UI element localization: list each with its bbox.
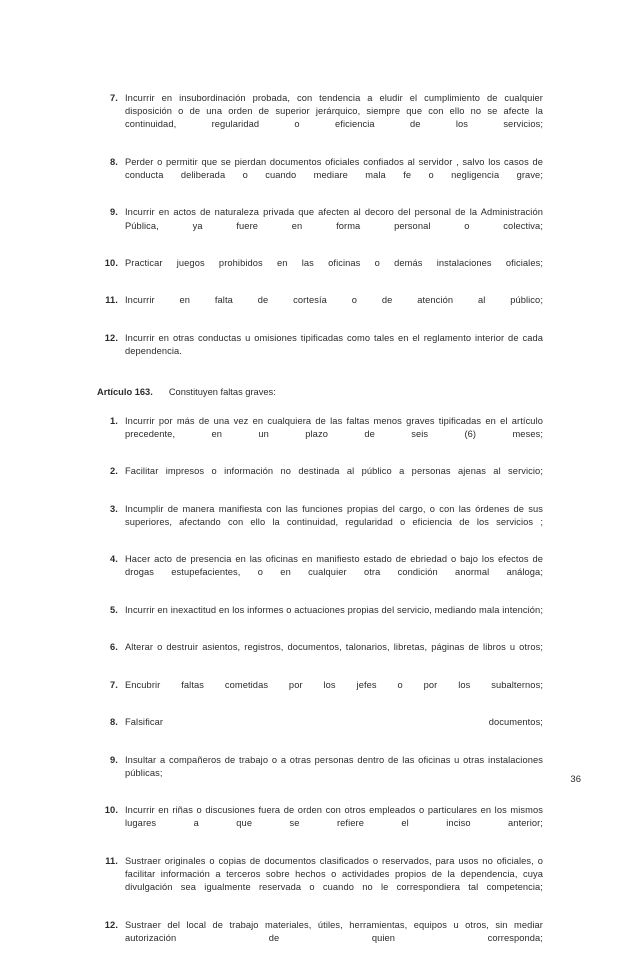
list-item-text: Incurrir en riñas o discusiones fuera de orden con otros empleados o particulares en los mismos lugares a que se refiere el inciso anterior; [125, 805, 543, 829]
list-item-number: 11. [105, 855, 118, 866]
list-item-number: 3. [110, 503, 118, 514]
page-number: 36 [570, 774, 581, 785]
list-item-text: Incurrir por más de una vez en cualquiera de las faltas menos graves tipificadas en el artículo precedente, en un plazo de seis (6) meses; [125, 415, 543, 439]
list-item-text: Incurrir en insubordinación probada, con tendencia a eludir el cumplimiento de cualquier disposición o de una orden de superior jerárquico, siempre que con ello no se afecte la continuidad, regularidad o eficiencia de los servicios; [125, 93, 543, 130]
list-item-number: 1. [110, 415, 118, 426]
list-item-number: 10. [104, 258, 118, 269]
list-item [97, 641, 543, 667]
list-item-number: 9. [110, 207, 118, 218]
list-item-number: 2. [110, 466, 118, 477]
article-heading [97, 386, 543, 399]
list-item-number: 7. [110, 679, 118, 690]
list-item-number: 9. [110, 754, 118, 765]
list-item [97, 754, 543, 794]
list-item [97, 679, 543, 705]
list-item-text: Alterar o destruir asientos, registros, documentos, talonarios, libretas, páginas de libros u otros; [125, 642, 543, 653]
list-item-number: 6. [110, 642, 118, 653]
list-faltas-graves [97, 415, 543, 958]
list-item-text: Falsificar documentos; [125, 717, 543, 728]
list-item [97, 415, 543, 455]
list-item [97, 332, 543, 372]
list-item-text: Perder o permitir que se pierdan documentos oficiales confiados al servidor , salvo los casos de conducta deliberada o cuando mediare mala fe o negligencia grave; [125, 156, 543, 181]
list-item-text: Incurrir en otras conductas u omisiones tipificadas como tales en el reglamento interior de cada dependencia. [125, 332, 543, 357]
list-item-text: Practicar juegos prohibidos en las oficinas o demás instalaciones oficiales; [125, 258, 543, 269]
list-faltas-menos-graves [97, 92, 543, 371]
spacer-before-article [97, 371, 543, 386]
article-title: Constituyen faltas graves: [168, 387, 276, 398]
list-item-number: 8. [110, 156, 118, 167]
list-item-text: Incurrir en inexactitud en los informes o actuaciones propias del servicio, mediando mala intención; [125, 604, 543, 615]
page-content [97, 92, 543, 958]
list-item-text: Facilitar impresos o información no destinada al público a personas ajenas al servicio; [125, 466, 543, 477]
list-item-number: 12. [104, 919, 118, 930]
list-item [97, 465, 543, 491]
list-item-number: 8. [110, 717, 118, 728]
list-item [97, 804, 543, 844]
list-item [97, 206, 543, 246]
list-item-text: Incurrir en falta de cortesía o de atención al público; [125, 295, 543, 306]
list-item [97, 156, 543, 196]
list-item [97, 553, 543, 593]
article-label: Artículo 163. [97, 387, 153, 398]
list-item-text: Sustraer originales o copias de documentos clasificados o reservados, para usos no oficiales, o facilitar información a terceros sobre hechos o actividades propios de la dependencia, cuya divulgación sea igualmente reservada o cuando no le correspondiera tal competencia; [125, 855, 543, 893]
list-item-number: 7. [110, 93, 118, 103]
list-item-text: Encubrir faltas cometidas por los jefes o por los subalternos; [125, 679, 543, 690]
list-item [97, 92, 543, 145]
list-item-text: Sustraer del local de trabajo materiales, útiles, herramientas, equipos u otros, sin mediar autorización de quien corresponda; [125, 919, 543, 943]
list-item [97, 919, 543, 958]
list-item-number: 12. [104, 332, 118, 343]
list-item-text: Incurrir en actos de naturaleza privada que afecten al decoro del personal de la Administración Pública, ya fuere en forma personal o colectiva; [125, 207, 543, 231]
list-item-number: 5. [110, 604, 118, 615]
list-item-number: 11. [105, 295, 118, 306]
list-item-number: 10. [104, 805, 118, 816]
spacer-after-article [97, 400, 543, 415]
list-item [97, 716, 543, 742]
list-item [97, 257, 543, 283]
list-item [97, 294, 543, 320]
list-item [97, 503, 543, 543]
list-item-text: Incumplir de manera manifiesta con las funciones propias del cargo, o con las órdenes de sus superiores, afectando con ello la continuidad, regularidad o eficiencia de los servicios ; [125, 503, 543, 527]
list-item-text: Insultar a compañeros de trabajo o a otras personas dentro de las oficinas u otras instalaciones públicas; [125, 754, 543, 778]
list-item-number: 4. [110, 554, 118, 565]
list-item [97, 855, 543, 908]
list-item [97, 604, 543, 630]
list-item-text: Hacer acto de presencia en las oficinas en manifiesto estado de ebriedad o bajo los efectos de drogas estupefacientes, o en cualquier otra condición anormal análoga; [125, 554, 543, 578]
